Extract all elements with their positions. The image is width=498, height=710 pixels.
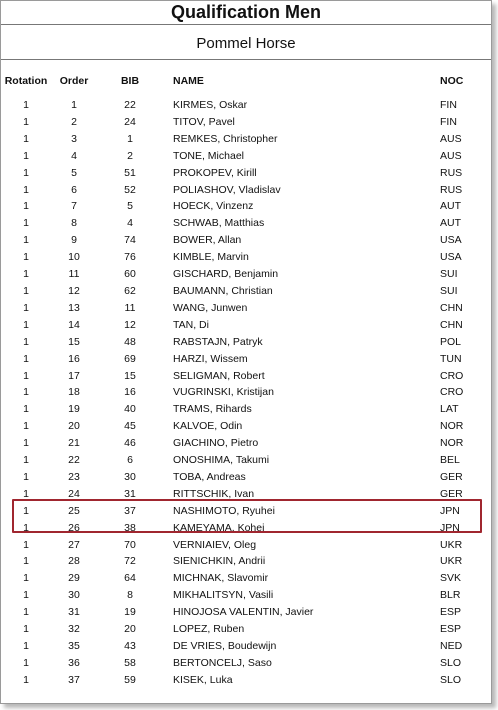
cell-order: 26 xyxy=(68,521,80,534)
cell-name: RABSTAJN, Patryk xyxy=(173,335,263,348)
cell-name: ONOSHIMA, Takumi xyxy=(173,454,270,467)
cell-name: PROKOPEV, Kirill xyxy=(173,166,257,179)
cell-order: 24 xyxy=(68,487,80,500)
cell-rotation: 1 xyxy=(23,656,29,669)
cell-name: MICHNAK, Slavomir xyxy=(173,572,269,585)
apparatus-subtitle: Pommel Horse xyxy=(1,29,491,60)
cell-bib: 2 xyxy=(127,149,133,162)
cell-noc: JPN xyxy=(440,521,460,534)
cell-bib: 59 xyxy=(124,673,136,686)
table-row xyxy=(1,97,491,114)
table-row xyxy=(1,165,491,182)
cell-noc: GER xyxy=(440,487,463,500)
cell-order: 1 xyxy=(71,99,77,111)
table-row xyxy=(1,638,491,655)
cell-name: BOWER, Allan xyxy=(173,234,242,247)
table-row xyxy=(1,655,491,672)
cell-rotation: 1 xyxy=(23,149,29,162)
table-row xyxy=(1,283,491,300)
table-header xyxy=(1,73,491,89)
cell-rotation: 1 xyxy=(23,487,29,500)
cell-noc: RUS xyxy=(440,166,463,179)
cell-bib: 45 xyxy=(124,420,136,433)
cell-name: WANG, Junwen xyxy=(173,301,248,314)
cell-bib: 24 xyxy=(124,115,136,128)
cell-order: 35 xyxy=(68,640,80,652)
table-row xyxy=(1,537,491,554)
cell-name: HOECK, Vinzenz xyxy=(173,200,254,213)
cell-noc: JPN xyxy=(440,504,460,517)
cell-name: MIKHALITSYN, Vasili xyxy=(173,589,274,602)
cell-name: SIENICHKIN, Andrii xyxy=(173,555,266,568)
cell-order: 12 xyxy=(68,284,80,297)
table-row xyxy=(1,249,491,266)
cell-order: 4 xyxy=(71,149,77,162)
cell-noc: FIN xyxy=(440,99,457,111)
cell-name: GISCHARD, Benjamin xyxy=(173,268,279,281)
cell-noc: UKR xyxy=(440,538,463,551)
athlete-list xyxy=(1,97,491,689)
cell-bib: 62 xyxy=(124,284,136,297)
cell-bib: 22 xyxy=(124,99,136,111)
cell-noc: USA xyxy=(440,234,462,247)
cell-rotation: 1 xyxy=(23,166,29,179)
cell-bib: 60 xyxy=(124,268,136,281)
cell-rotation: 1 xyxy=(23,200,29,213)
cell-name: GIACHINO, Pietro xyxy=(173,437,259,450)
cell-noc: SUI xyxy=(440,284,458,297)
cell-bib: 4 xyxy=(127,217,133,230)
table-row xyxy=(1,553,491,570)
cell-bib: 46 xyxy=(124,437,136,450)
cell-name: KIMBLE, Marvin xyxy=(173,251,249,264)
cell-rotation: 1 xyxy=(23,268,29,281)
cell-noc: CHN xyxy=(440,318,463,331)
cell-noc: RUS xyxy=(440,183,463,196)
header-order: Order xyxy=(59,75,89,87)
cell-rotation: 1 xyxy=(23,437,29,450)
cell-order: 29 xyxy=(68,572,80,585)
table-row xyxy=(1,621,491,638)
cell-rotation: 1 xyxy=(23,318,29,331)
cell-bib: 30 xyxy=(124,470,136,483)
cell-rotation: 1 xyxy=(23,251,29,264)
cell-rotation: 1 xyxy=(23,386,29,399)
cell-name: TITOV, Pavel xyxy=(173,115,235,128)
cell-name: HARZI, Wissem xyxy=(173,352,248,365)
cell-noc: AUS xyxy=(440,132,462,145)
cell-rotation: 1 xyxy=(23,234,29,247)
cell-name: DE VRIES, Boudewijn xyxy=(173,640,277,652)
table-row xyxy=(1,418,491,435)
cell-bib: 72 xyxy=(124,555,136,568)
cell-rotation: 1 xyxy=(23,623,29,636)
cell-noc: BLR xyxy=(440,589,461,602)
cell-bib: 37 xyxy=(124,504,136,517)
cell-order: 27 xyxy=(68,538,80,551)
table-row xyxy=(1,384,491,401)
cell-bib: 58 xyxy=(124,656,136,669)
cell-order: 23 xyxy=(68,470,80,483)
cell-rotation: 1 xyxy=(23,352,29,365)
header-bib: BIB xyxy=(120,75,140,87)
cell-rotation: 1 xyxy=(23,420,29,433)
cell-order: 14 xyxy=(68,318,80,331)
cell-name: TOBA, Andreas xyxy=(173,470,246,483)
cell-rotation: 1 xyxy=(23,640,29,652)
cell-bib: 31 xyxy=(124,487,136,500)
cell-order: 11 xyxy=(68,268,80,281)
cell-noc: SLO xyxy=(440,673,462,686)
cell-noc: CHN xyxy=(440,301,463,314)
cell-rotation: 1 xyxy=(23,572,29,585)
cell-noc: CRO xyxy=(440,369,464,382)
table-row xyxy=(1,351,491,368)
cell-bib: 12 xyxy=(124,318,136,331)
cell-order: 19 xyxy=(68,403,80,416)
cell-rotation: 1 xyxy=(23,673,29,686)
cell-order: 13 xyxy=(68,301,80,314)
table-row xyxy=(1,587,491,604)
cell-noc: LAT xyxy=(440,403,459,416)
cell-order: 30 xyxy=(68,589,80,602)
header-rotation: Rotation xyxy=(4,75,48,87)
cell-order: 18 xyxy=(68,386,80,399)
table-row xyxy=(1,232,491,249)
cell-noc: CRO xyxy=(440,386,464,399)
highlight-box xyxy=(12,499,482,533)
cell-name: TAN, Di xyxy=(173,318,209,331)
cell-order: 37 xyxy=(68,673,80,686)
table-row xyxy=(1,266,491,283)
cell-noc: GER xyxy=(440,470,463,483)
cell-bib: 48 xyxy=(124,335,136,348)
cell-rotation: 1 xyxy=(23,538,29,551)
cell-name: KALVOE, Odin xyxy=(173,420,243,433)
cell-name: BERTONCELJ, Saso xyxy=(173,656,272,669)
cell-order: 9 xyxy=(71,234,77,247)
cell-bib: 76 xyxy=(124,251,136,264)
header-name: NAME xyxy=(173,75,204,87)
cell-rotation: 1 xyxy=(23,335,29,348)
cell-bib: 64 xyxy=(124,572,136,585)
cell-bib: 70 xyxy=(124,538,136,551)
cell-bib: 40 xyxy=(124,403,136,416)
cell-noc: ESP xyxy=(440,623,462,636)
cell-bib: 69 xyxy=(124,352,136,365)
cell-name: RITTSCHIK, Ivan xyxy=(173,487,255,500)
cell-rotation: 1 xyxy=(23,470,29,483)
cell-noc: NED xyxy=(440,640,463,652)
cell-order: 36 xyxy=(68,656,80,669)
cell-name: SELIGMAN, Robert xyxy=(173,369,265,382)
table-row xyxy=(1,368,491,385)
cell-noc: NOR xyxy=(440,420,464,433)
cell-rotation: 1 xyxy=(23,403,29,416)
cell-rotation: 1 xyxy=(23,301,29,314)
cell-order: 3 xyxy=(71,132,77,145)
cell-name: LOPEZ, Ruben xyxy=(173,623,245,636)
cell-name: TRAMS, Rihards xyxy=(173,403,252,416)
cell-name: BAUMANN, Christian xyxy=(173,284,273,297)
cell-rotation: 1 xyxy=(23,606,29,619)
cell-rotation: 1 xyxy=(23,454,29,467)
cell-name: SCHWAB, Matthias xyxy=(173,217,265,230)
cell-name: KIRMES, Oskar xyxy=(173,99,248,111)
cell-bib: 16 xyxy=(124,386,136,399)
cell-rotation: 1 xyxy=(23,115,29,128)
cell-name: VUGRINSKI, Kristijan xyxy=(173,386,274,399)
cell-bib: 52 xyxy=(124,183,136,196)
table-row xyxy=(1,604,491,621)
page-title: Qualification Men xyxy=(1,1,491,25)
cell-rotation: 1 xyxy=(23,521,29,534)
cell-noc: NOR xyxy=(440,437,464,450)
cell-rotation: 1 xyxy=(23,99,29,111)
cell-bib: 43 xyxy=(124,640,136,652)
cell-rotation: 1 xyxy=(23,284,29,297)
cell-name: HINOJOSA VALENTIN, Javier xyxy=(173,606,314,619)
cell-rotation: 1 xyxy=(23,183,29,196)
table-row xyxy=(1,182,491,199)
cell-noc: ESP xyxy=(440,606,462,619)
table-row xyxy=(1,401,491,418)
table-row xyxy=(1,435,491,452)
table-row xyxy=(1,452,491,469)
cell-bib: 1 xyxy=(127,132,133,145)
cell-bib: 51 xyxy=(124,166,136,179)
cell-order: 8 xyxy=(71,217,77,230)
cell-name: KAMEYAMA, Kohei xyxy=(173,521,265,534)
cell-bib: 74 xyxy=(124,234,136,247)
cell-noc: SLO xyxy=(440,656,462,669)
cell-noc: FIN xyxy=(440,115,457,128)
cell-order: 28 xyxy=(68,555,80,568)
cell-noc: AUS xyxy=(440,149,462,162)
cell-order: 7 xyxy=(71,200,77,213)
cell-rotation: 1 xyxy=(23,217,29,230)
cell-rotation: 1 xyxy=(23,369,29,382)
cell-bib: 19 xyxy=(124,606,136,619)
cell-noc: POL xyxy=(440,335,462,348)
cell-name: REMKES, Christopher xyxy=(173,132,278,145)
cell-name: TONE, Michael xyxy=(173,149,244,162)
cell-noc: AUT xyxy=(440,200,461,213)
cell-bib: 15 xyxy=(124,369,136,382)
cell-rotation: 1 xyxy=(23,555,29,568)
table-row xyxy=(1,672,491,689)
cell-name: KISEK, Luka xyxy=(173,673,233,686)
table-row xyxy=(1,317,491,334)
cell-order: 6 xyxy=(71,183,77,196)
cell-noc: AUT xyxy=(440,217,461,230)
cell-bib: 20 xyxy=(124,623,136,636)
table-row xyxy=(1,198,491,215)
cell-order: 5 xyxy=(71,166,77,179)
table-row xyxy=(1,148,491,165)
table-row xyxy=(1,131,491,148)
cell-noc: BEL xyxy=(440,454,460,467)
table-row xyxy=(1,469,491,486)
cell-order: 25 xyxy=(68,504,80,517)
cell-name: NASHIMOTO, Ryuhei xyxy=(173,504,275,517)
cell-noc: TUN xyxy=(440,352,462,365)
cell-bib: 11 xyxy=(124,301,136,314)
table-row xyxy=(1,570,491,587)
cell-order: 17 xyxy=(68,369,80,382)
cell-order: 31 xyxy=(68,606,80,619)
cell-order: 20 xyxy=(68,420,80,433)
cell-order: 21 xyxy=(68,437,80,450)
cell-order: 32 xyxy=(68,623,80,636)
cell-noc: SUI xyxy=(440,268,458,281)
cell-noc: SVK xyxy=(440,572,462,585)
table-row xyxy=(1,334,491,351)
cell-rotation: 1 xyxy=(23,589,29,602)
cell-order: 10 xyxy=(68,251,80,264)
table-row xyxy=(1,114,491,131)
cell-name: VERNIAIEV, Oleg xyxy=(173,538,257,551)
table-row xyxy=(1,300,491,317)
cell-order: 2 xyxy=(71,115,77,128)
cell-rotation: 1 xyxy=(23,132,29,145)
header-noc: NOC xyxy=(440,75,464,87)
cell-name: POLIASHOV, Vladislav xyxy=(173,183,281,196)
cell-bib: 5 xyxy=(127,200,133,213)
cell-order: 15 xyxy=(68,335,80,348)
cell-order: 16 xyxy=(68,352,80,365)
cell-order: 22 xyxy=(68,454,80,467)
cell-rotation: 1 xyxy=(23,504,29,517)
cell-bib: 6 xyxy=(127,454,133,467)
cell-bib: 8 xyxy=(127,589,133,602)
cell-noc: UKR xyxy=(440,555,463,568)
table-row xyxy=(1,215,491,232)
cell-noc: USA xyxy=(440,251,462,264)
cell-bib: 38 xyxy=(124,521,136,534)
